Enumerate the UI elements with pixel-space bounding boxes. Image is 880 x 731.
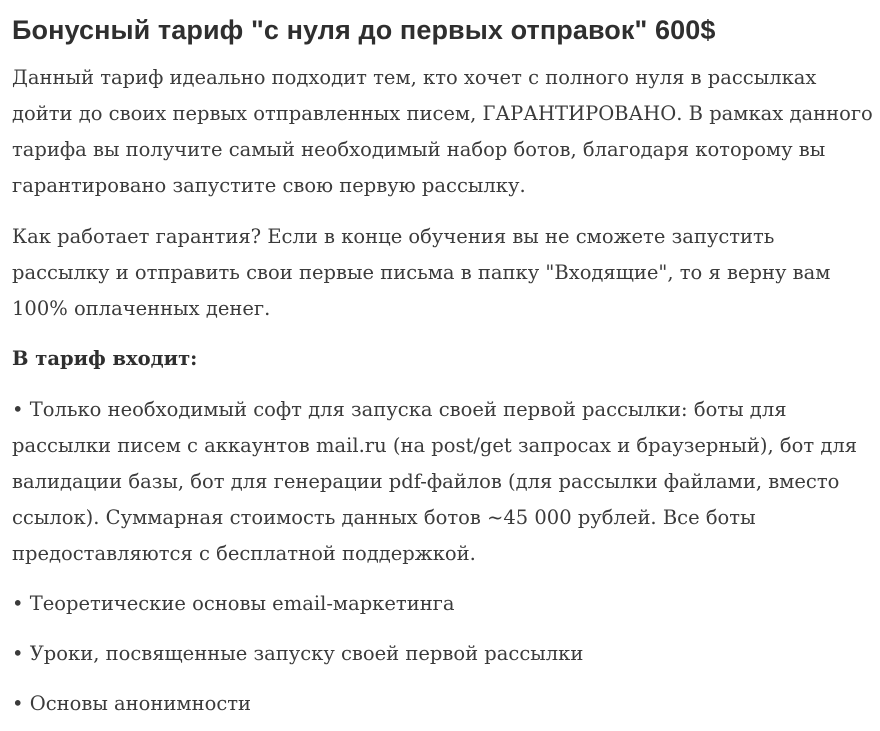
list-item <box>12 636 874 672</box>
includes-heading: В тариф входит: <box>12 347 198 370</box>
tariff-description <box>12 0 874 722</box>
bullet-marker: • <box>12 398 24 421</box>
bullet-marker: • <box>12 692 24 715</box>
bullet-marker: • <box>12 592 24 615</box>
list-item <box>12 686 874 722</box>
list-item-text: Только необходимый софт для запуска своей первой рассылки: боты для рассылки писем с аккаунтов mail.ru (на post/get запросах и браузерный), бот для валидации базы, бот для генерации pdf-файлов (для рассылки файлами, вместо ссылок). Суммарная стоимость данных ботов ~45 000 рублей. Все боты предоставляются с бесплатной поддержкой. <box>12 398 858 565</box>
guarantee-paragraph: Как работает гарантия? Если в конце обучения вы не сможете запустить рассылку и отправить свои первые письма в папку "Входящие", то я верну вам 100% оплаченных денег. <box>12 225 831 320</box>
bullet-marker: • <box>12 642 24 665</box>
intro-paragraph: Данный тариф идеально подходит тем, кто хочет с полного нуля в рассылках дойти до своих первых отправленных писем, ГАРАНТИРОВАНО. В рамках данного тарифа вы получите самый необходимый набор ботов, благодаря которому вы гарантировано запустите свою первую рассылку. <box>12 66 873 197</box>
list-item-text: Теоретические основы email-маркетинга <box>29 592 455 615</box>
list-item-text: Уроки, посвященные запуску своей первой рассылки <box>29 642 584 665</box>
includes-list <box>12 392 874 722</box>
page-title: Бонусный тариф "с нуля до первых отправок" 600$ <box>12 15 716 45</box>
list-item-text: Основы анонимности <box>29 692 252 715</box>
list-item <box>12 392 874 572</box>
list-item <box>12 586 874 622</box>
